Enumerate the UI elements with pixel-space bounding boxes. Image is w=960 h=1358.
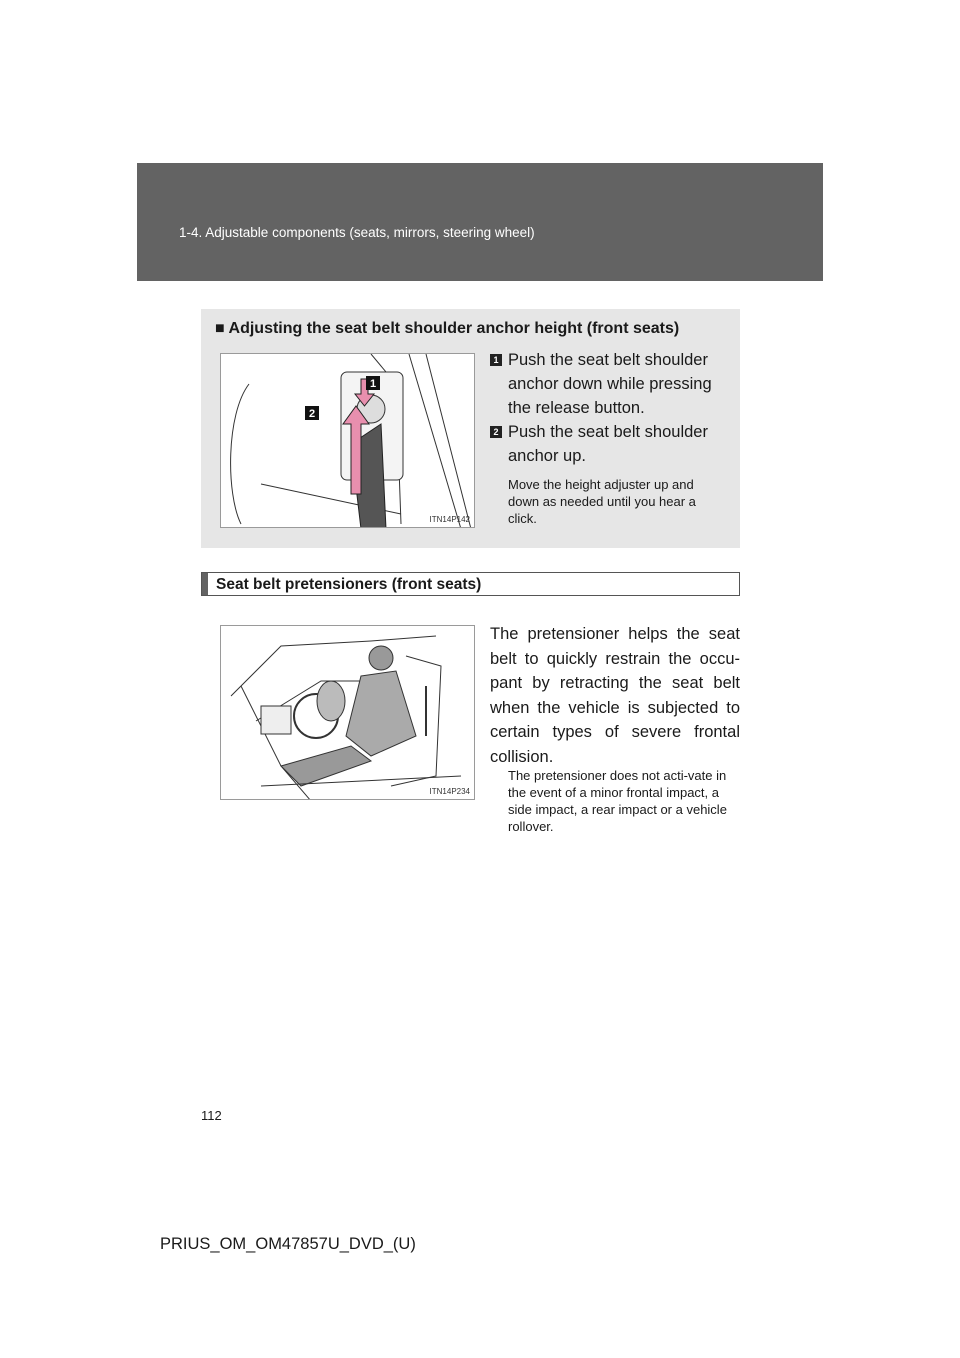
step-1 [490, 348, 722, 420]
svg-text:1: 1 [369, 378, 377, 390]
step-2 [490, 420, 722, 468]
footer-code: PRIUS_OM_OM47857U_DVD_(U) [160, 1235, 416, 1253]
pretensioner-description: The pretensioner helps the seat belt to quickly restrain the occu-pant by retracting the seat belt when the vehicle is subjected to certain types of severe frontal collision. [490, 625, 740, 766]
box-heading: ■ Adjusting the seat belt shoulder anchor height (front seats) [215, 320, 680, 337]
page-number: 112 [201, 1108, 222, 1123]
pretensioner-note: The pretensioner does not acti-vate in the event of a minor frontal impact, a side impact, a rear impact or a vehicle rollover. [508, 768, 727, 834]
header-title: 1-4. Adjustable components (seats, mirrors, steering wheel) [179, 225, 535, 240]
car-interior-drawing [221, 626, 475, 800]
figure-code: ITN14P234 [429, 787, 470, 796]
page-header [137, 163, 823, 281]
section-title: Seat belt pretensioners (front seats) [216, 576, 482, 593]
step-number-badge: 1 [490, 354, 502, 366]
anchor-drawing [221, 354, 475, 528]
box-note: Move the height adjuster up and down as needed until you hear a click. [508, 477, 696, 526]
section-header [201, 572, 740, 596]
seat-belt-anchor-illustration [220, 353, 475, 528]
step-text: Push the seat belt shoulder anchor down while pressing the release button. [508, 351, 712, 417]
section-bar [202, 573, 208, 595]
figure-code: ITN14P142 [429, 515, 470, 524]
svg-text:2: 2 [308, 408, 316, 420]
step-text: Push the seat belt shoulder anchor up. [508, 423, 708, 465]
step-number-badge: 2 [490, 426, 502, 438]
pretensioner-illustration [220, 625, 475, 800]
